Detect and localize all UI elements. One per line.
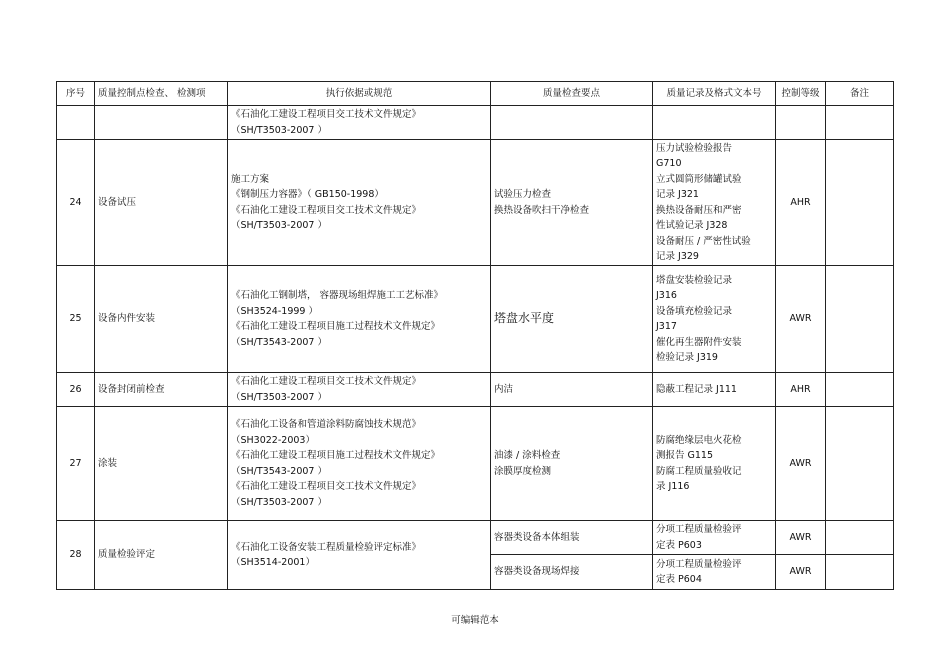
record-line: 压力试验检验报告 bbox=[656, 142, 733, 154]
row-basis bbox=[228, 521, 491, 590]
point-line: 塔盘水平度 bbox=[494, 311, 555, 326]
row-level: AWR bbox=[776, 266, 826, 373]
basis-line: （SH/T3503-2007 ） bbox=[231, 391, 327, 403]
record-line: 催化再生器附件安装 bbox=[656, 336, 742, 348]
row-item: 涂装 bbox=[95, 407, 228, 521]
basis-line: 《石油化工建设工程项目交工技术文件规定》 bbox=[231, 109, 422, 120]
basis-line: 《石油化工建设工程项目施工过程技术文件规定》 bbox=[231, 450, 441, 461]
header-row bbox=[57, 82, 894, 106]
record-line: G710 bbox=[656, 158, 682, 169]
row-level: AHR bbox=[776, 373, 826, 407]
row-remark bbox=[826, 266, 894, 373]
record-line: 换热设备耐压和严密 bbox=[656, 204, 742, 216]
record-line: 塔盘安装检验记录 bbox=[656, 274, 733, 286]
basis-line: 施工方案 bbox=[231, 173, 270, 185]
basis-line: （SH3022-2003） bbox=[231, 434, 315, 446]
basis-line: （SH/T3543-2007 ） bbox=[231, 465, 327, 477]
row-basis bbox=[228, 407, 491, 521]
row-remark bbox=[826, 555, 894, 590]
record-line: J316 bbox=[656, 290, 677, 301]
record-line: 分项工程质量检验评 bbox=[656, 558, 742, 570]
basis-line: 《石油化工建设工程项目交工技术文件规定》 bbox=[231, 376, 422, 387]
record-line: 录 J116 bbox=[656, 481, 690, 492]
row-item: 质量检验评定 bbox=[95, 521, 228, 590]
record-line: 防腐绝缘层电火花检 bbox=[656, 434, 742, 446]
row-points bbox=[491, 373, 653, 407]
row-points bbox=[491, 555, 653, 590]
basis-line: 《石油化工建设工程项目交工技术文件规定》 bbox=[231, 204, 422, 216]
row-basis bbox=[228, 266, 491, 373]
record-line: 立式圆筒形储罐试验 bbox=[656, 173, 742, 185]
row-points bbox=[491, 266, 653, 373]
record-line: 分项工程质量检验评 bbox=[656, 524, 742, 535]
row-no bbox=[57, 106, 95, 140]
point-line: 换热设备吹扫干净检查 bbox=[494, 204, 590, 216]
row-item: 设备试压 bbox=[95, 140, 228, 266]
table-row bbox=[57, 407, 894, 521]
row-item: 设备封闭前检查 bbox=[95, 373, 228, 407]
record-line: 设备耐压 / 严密性试验 bbox=[656, 235, 751, 247]
row-remark bbox=[826, 521, 894, 555]
row-level: AWR bbox=[776, 407, 826, 521]
row-no: 28 bbox=[57, 521, 95, 590]
record-line: J317 bbox=[656, 321, 677, 332]
row-no: 24 bbox=[57, 140, 95, 266]
row-points bbox=[491, 106, 653, 140]
row-records bbox=[653, 373, 776, 407]
record-line: 记录 J329 bbox=[656, 251, 699, 262]
basis-line: （SH/T3543-2007 ） bbox=[231, 336, 327, 348]
basis-line: 《石油化工建设工程项目交工技术文件规定》 bbox=[231, 481, 422, 492]
basis-line: 《石油化工设备安装工程质量检验评定标准》 bbox=[231, 541, 422, 553]
row-basis bbox=[228, 106, 491, 140]
header-level: 控制等级 bbox=[776, 82, 826, 106]
row-remark bbox=[826, 140, 894, 266]
row-level bbox=[776, 106, 826, 140]
row-level: AWR bbox=[776, 521, 826, 555]
table-row bbox=[57, 140, 894, 266]
point-line: 容器类设备本体组装 bbox=[494, 531, 580, 543]
header-points: 质量检查要点 bbox=[491, 82, 653, 106]
row-item bbox=[95, 106, 228, 140]
record-line: 检验记录 J319 bbox=[656, 352, 718, 363]
point-line: 试验压力检查 bbox=[494, 189, 552, 200]
row-no: 27 bbox=[57, 407, 95, 521]
quality-control-table bbox=[56, 81, 894, 590]
row-points bbox=[491, 521, 653, 555]
record-line: 隐蔽工程记录 J111 bbox=[656, 383, 737, 395]
basis-line: （SH3514-2001） bbox=[231, 557, 315, 568]
row-basis bbox=[228, 373, 491, 407]
record-line: 测报告 G115 bbox=[656, 450, 714, 461]
row-remark bbox=[826, 106, 894, 140]
row-remark bbox=[826, 407, 894, 521]
row-no: 25 bbox=[57, 266, 95, 373]
row-records bbox=[653, 407, 776, 521]
basis-line: 《钢制压力容器》（ GB150-1998） bbox=[231, 189, 384, 200]
header-records: 质量记录及格式文本号 bbox=[653, 82, 776, 106]
row-points bbox=[491, 407, 653, 521]
table-row bbox=[57, 373, 894, 407]
basis-line: （SH/T3503-2007 ） bbox=[231, 220, 327, 231]
row-points bbox=[491, 140, 653, 266]
basis-line: （SH3524-1999 ） bbox=[231, 305, 318, 317]
row-remark bbox=[826, 373, 894, 407]
basis-line: 《石油化工设备和管道涂料防腐蚀技术规范》 bbox=[231, 419, 422, 430]
basis-line: （SH/T3503-2007 ） bbox=[231, 124, 327, 136]
record-line: 记录 J321 bbox=[656, 189, 699, 200]
row-records bbox=[653, 521, 776, 555]
table-row bbox=[57, 106, 894, 140]
record-line: 防腐工程质量验收记 bbox=[656, 465, 742, 477]
point-line: 容器类设备现场焊接 bbox=[494, 566, 580, 578]
point-line: 油漆 / 涂料检查 bbox=[494, 450, 561, 461]
row-no: 26 bbox=[57, 373, 95, 407]
basis-line: 《石油化工建设工程项目施工过程技术文件规定》 bbox=[231, 321, 441, 332]
row-records bbox=[653, 555, 776, 590]
basis-line: 《石油化工钢制塔， 容器现场组焊施工工艺标准》 bbox=[231, 290, 444, 301]
basis-line: （SH/T3503-2007 ） bbox=[231, 496, 327, 508]
row-records bbox=[653, 106, 776, 140]
record-line: 设备填充检验记录 bbox=[656, 305, 733, 317]
row-level: AWR bbox=[776, 555, 826, 590]
row-basis bbox=[228, 140, 491, 266]
header-no: 序号 bbox=[57, 82, 95, 106]
row-level: AHR bbox=[776, 140, 826, 266]
point-line: 内洁 bbox=[494, 383, 514, 395]
row-item: 设备内件安装 bbox=[95, 266, 228, 373]
table-row bbox=[57, 266, 894, 373]
row-records bbox=[653, 266, 776, 373]
header-item: 质量控制点检查、 检测项 bbox=[95, 82, 228, 106]
row-records bbox=[653, 140, 776, 266]
page-footer: 可编辑范本 bbox=[451, 615, 499, 626]
record-line: 定表 P603 bbox=[656, 539, 702, 551]
record-line: 定表 P604 bbox=[656, 574, 702, 585]
header-basis: 执行依据或规范 bbox=[228, 82, 491, 106]
point-line: 涂膜厚度检测 bbox=[494, 465, 552, 477]
record-line: 性试验记录 J328 bbox=[656, 220, 728, 231]
header-remark: 备注 bbox=[826, 82, 894, 106]
table-row bbox=[57, 521, 894, 555]
